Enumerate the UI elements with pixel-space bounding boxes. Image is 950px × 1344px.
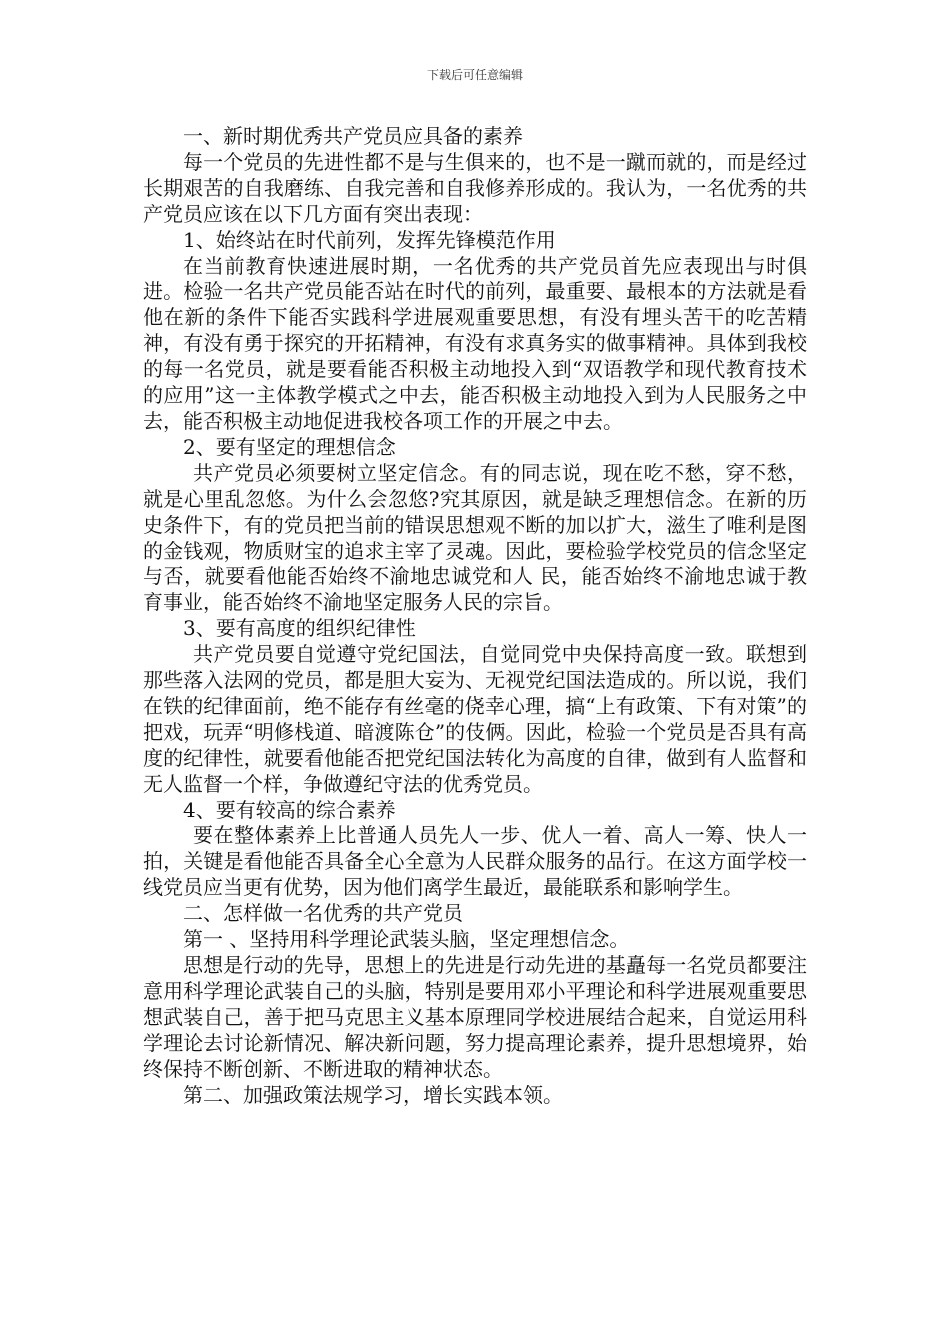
body-paragraph-1: 在当前教育快速进展时期，一名优秀的共产党员首先应表现出与时俱进。检验一名共产党员能否站在时代的前列，最重要、最根本的方法就是看他在新的条件下能否实践科学进展观重要思想，有没有埋头苦干的吃苦精神，有没有勇于探究的开拓精神，有没有求真务实的做事精神。具体到我校的每一名党员，就是要看能否积极主动地投入到“双语教学和现代教育技术的应用”这一主体教学模式之中去，能否积极主动地投入到为人民服务之中去，能否积极主动地促进我校各项工作的开展之中去。 (143, 253, 807, 433)
section-heading-1: 一、新时期优秀共产党员应具备的素养 (183, 124, 523, 148)
subheading-2: 2、要有坚定的理想信念 (183, 434, 396, 459)
subheading-3: 3、要有高度的组织纪律性 (183, 616, 416, 641)
subheading-5: 第一 、坚持用科学理论武装头脑，坚定理想信念。 (183, 927, 630, 952)
body-paragraph-5: 思想是行动的先导，思想上的先进是行动先进的基矗每一名党员都要注意用科学理论武装自己的头脑，特别是要用邓小平理论和科学进展观重要思想武装自己，善于把马克思主义基本原理同学校进展结合起来，自觉运用科学理论去讨论新情况、解决新问题，努力提高理论素养，提升思想境界，始终保持不断创新、不断进取的精神状态。 (143, 953, 807, 1081)
page-header: 下载后可任意编辑 (426, 68, 523, 82)
body-paragraph-3: 共产党员要自觉遵守党纪国法，自觉同党中央保持高度一致。联想到那些落入法网的党员，都是胆大妄为、无视党纪国法造成的。所以说，我们在铁的纪律面前，绝不能存有丝毫的侥幸心理，搞“上有政策、下有对策”的把戏，玩弄“明修栈道、暗渡陈仓”的伎俩。因此，检验一个党员是否具有高度的纪律性，就要看他能否把党纪国法转化为高度的自律，做到有人监督和无人监督一个样，争做遵纪守法的优秀党员。 (143, 642, 807, 796)
body-paragraph-4: 要在整体素养上比普通人员先人一步、优人一着、高人一筹、快人一拍，关键是看他能否具备全心全意为人民群众服务的品行。在这方面学校一线党员应当更有优势，因为他们离学生最近，最能联系和影响学生。 (143, 823, 807, 900)
subheading-1: 1、始终站在时代前列，发挥先锋模范作用 (183, 227, 556, 252)
section-heading-2: 二、怎样做一名优秀的共产党员 (183, 901, 463, 926)
subheading-6: 第二、加强政策法规学习，增长实践本领。 (183, 1082, 563, 1107)
body-paragraph-2: 共产党员必须要树立坚定信念。有的同志说，现在吃不愁，穿不愁，就是心里乱忽悠。为什么会忽悠?究其原因，就是缺乏理想信念。在新的历史条件下，有的党员把当前的错误思想观不断的加以扩大，滋生了唯利是图的金钱观，物质财宝的追求主宰了灵魂。因此，要检验学校党员的信念坚定与否，就要看他能否始终不渝地忠诚党和人 民，能否始终不渝地忠诚于教育事业，能否始终不渝地坚定服务人民的宗旨。 (143, 460, 807, 615)
subheading-4: 4、要有较高的综合素养 (183, 797, 396, 822)
document-body (143, 124, 807, 1108)
intro-paragraph: 每一个党员的先进性都不是与生俱来的，也不是一蹴而就的，而是经过长期艰苦的自我磨练、自我完善和自我修养形成的。我认为，一名优秀的共产党员应该在以下几方面有突出表现： (143, 149, 807, 226)
